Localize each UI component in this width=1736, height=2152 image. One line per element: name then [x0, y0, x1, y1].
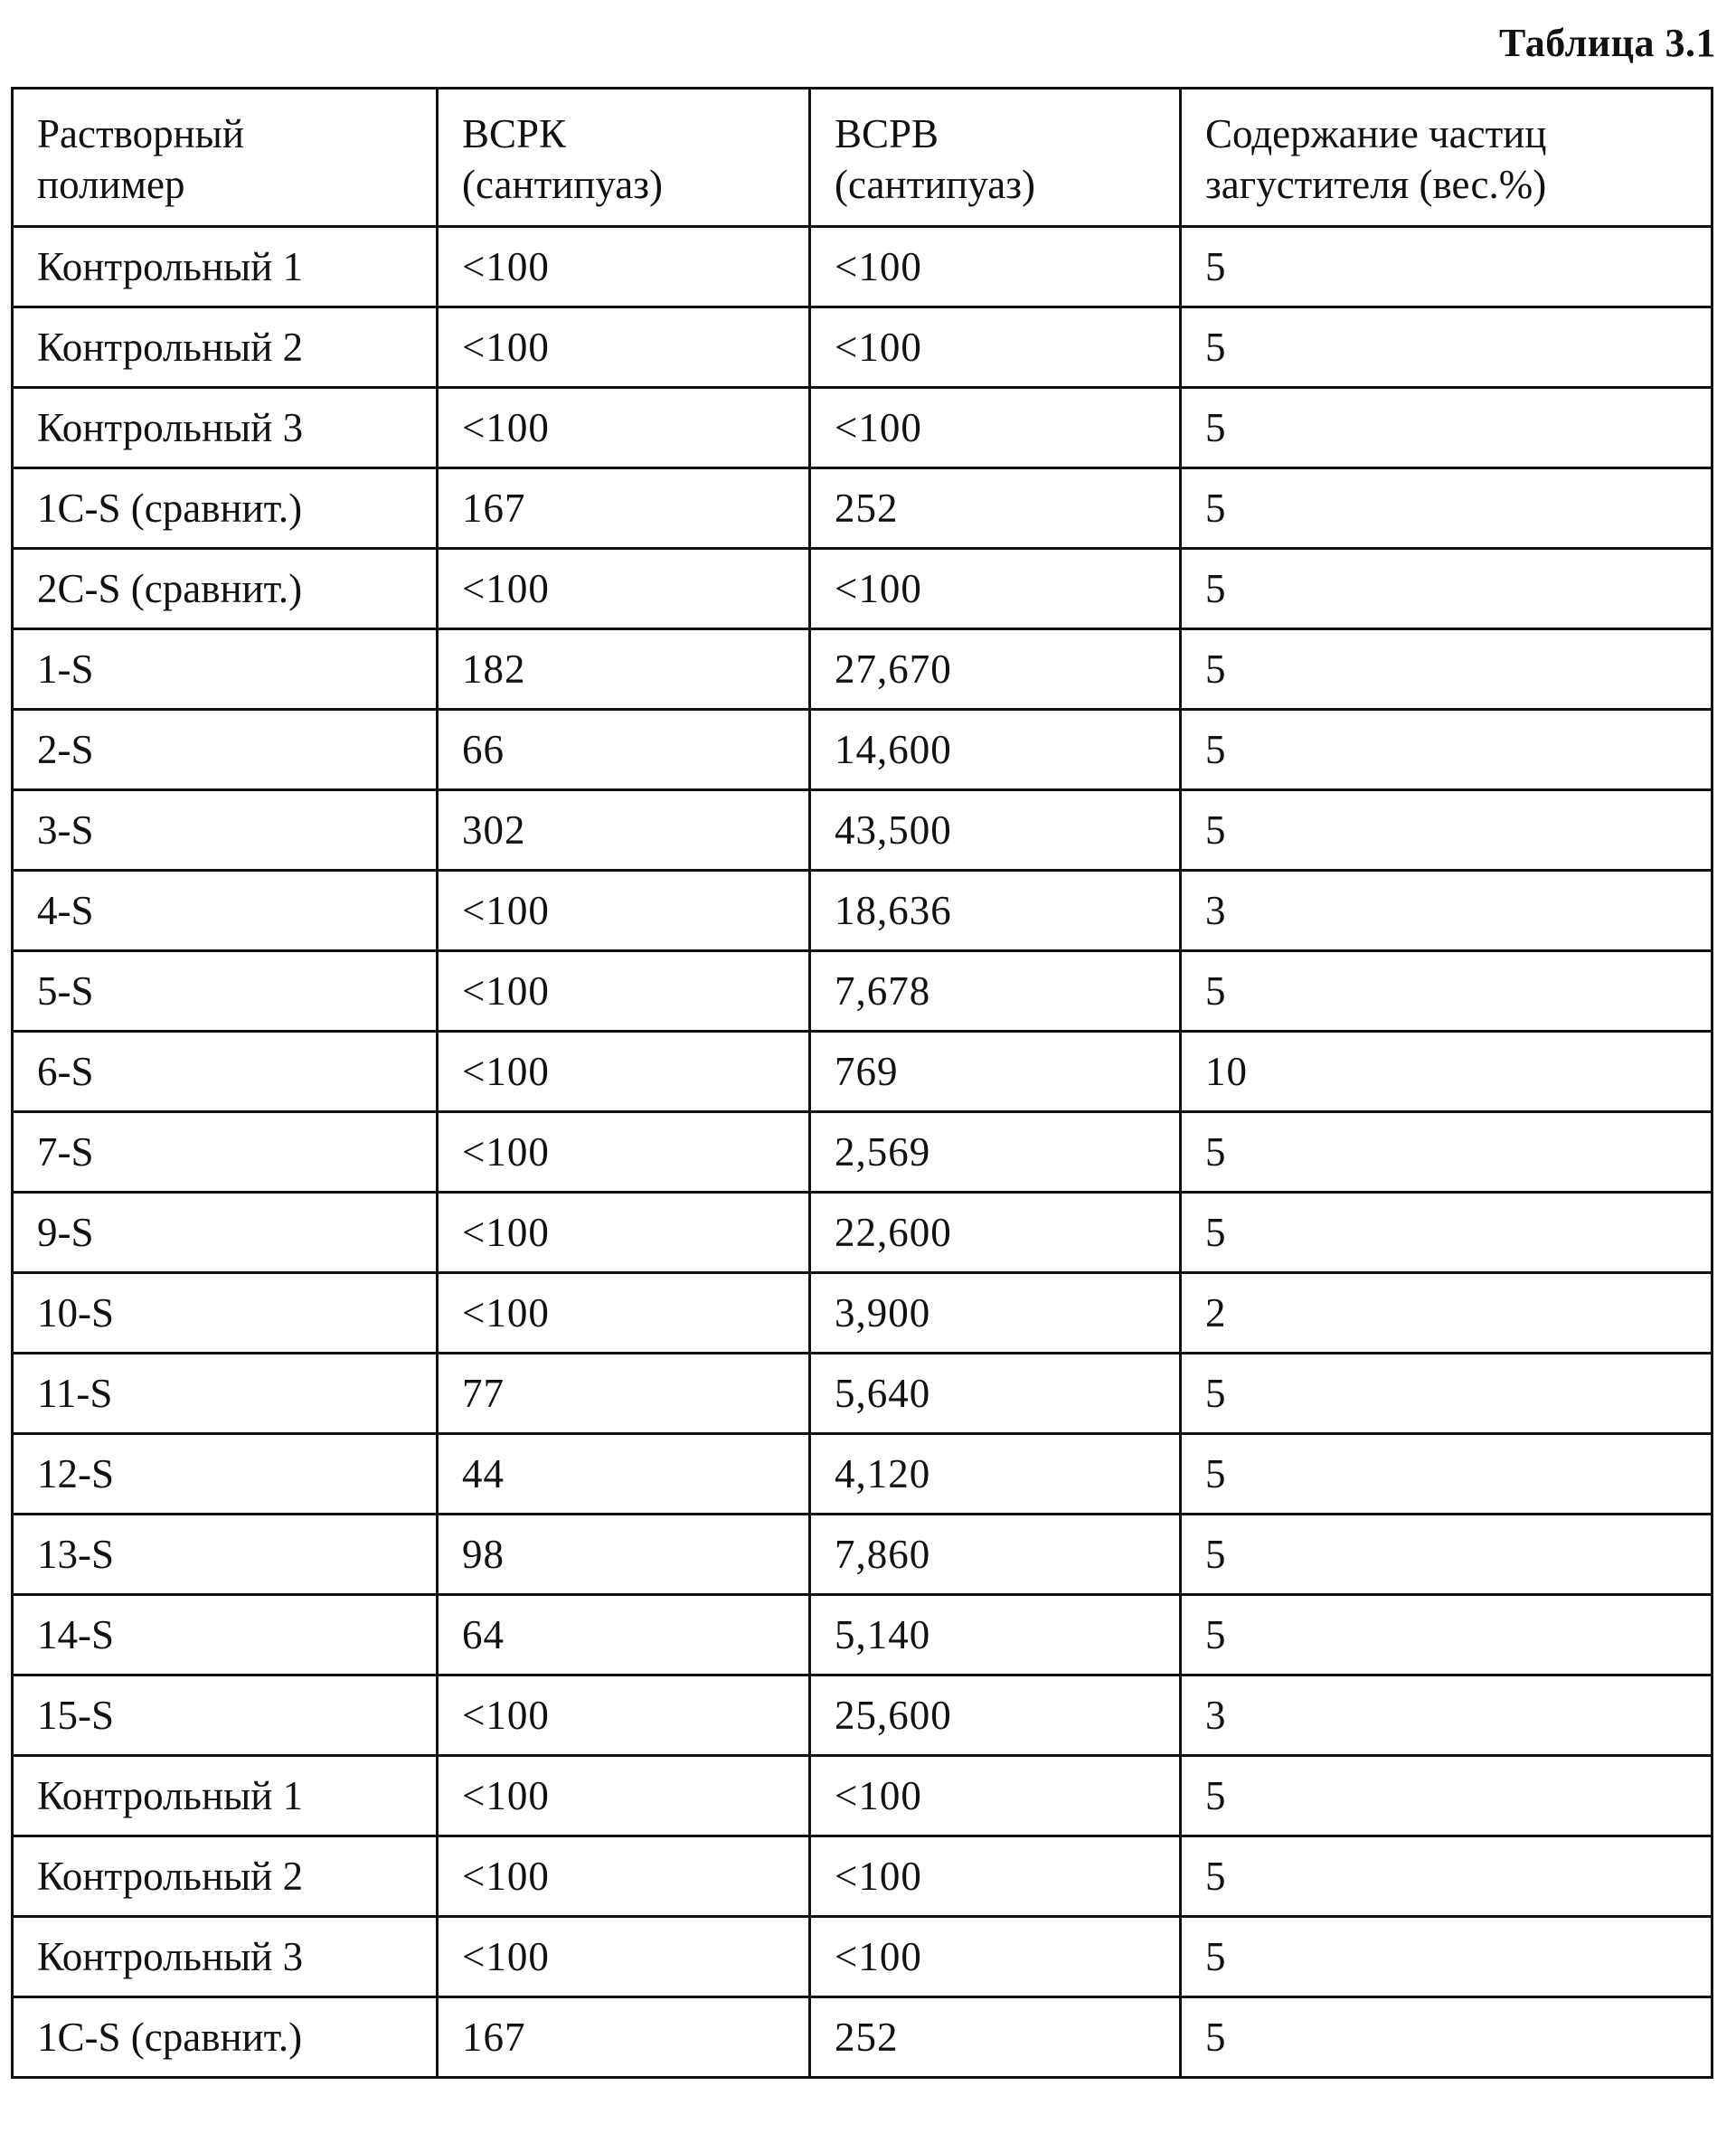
table-row — [13, 1032, 1712, 1112]
header-line: Содержание частиц — [1205, 111, 1546, 156]
header-line: (сантипуаз) — [462, 162, 663, 207]
cell-polymer: 6-S — [13, 1032, 438, 1112]
cell-vsrv: <100 — [810, 1917, 1181, 1997]
cell-vsrk: <100 — [438, 1836, 810, 1917]
cell-thickener: 5 — [1181, 468, 1712, 549]
header-line: (сантипуаз) — [835, 162, 1035, 207]
header-row — [13, 89, 1712, 227]
cell-vsrv: 769 — [810, 1032, 1181, 1112]
table-row — [13, 1756, 1712, 1836]
cell-polymer: 14-S — [13, 1595, 438, 1675]
header-line: ВСРВ — [835, 111, 939, 156]
table-row — [13, 388, 1712, 468]
cell-vsrv: 3,900 — [810, 1273, 1181, 1354]
cell-thickener: 3 — [1181, 1675, 1712, 1756]
cell-vsrv: 7,860 — [810, 1515, 1181, 1595]
cell-thickener: 2 — [1181, 1273, 1712, 1354]
table-row — [13, 549, 1712, 629]
cell-polymer: 13-S — [13, 1515, 438, 1595]
header-line: загустителя (вес.%) — [1205, 162, 1546, 207]
cell-polymer: 3-S — [13, 790, 438, 871]
table-row — [13, 468, 1712, 549]
table-row — [13, 1675, 1712, 1756]
cell-polymer: 1-S — [13, 629, 438, 710]
cell-vsrv: <100 — [810, 1836, 1181, 1917]
cell-thickener: 5 — [1181, 951, 1712, 1032]
cell-polymer: 2-S — [13, 710, 438, 790]
cell-vsrk: <100 — [438, 871, 810, 951]
cell-vsrk: 302 — [438, 790, 810, 871]
cell-vsrv: 7,678 — [810, 951, 1181, 1032]
cell-polymer: 7-S — [13, 1112, 438, 1193]
cell-vsrk: <100 — [438, 1917, 810, 1997]
cell-polymer: 12-S — [13, 1434, 438, 1515]
cell-vsrk: 66 — [438, 710, 810, 790]
header-polymer — [13, 89, 438, 227]
table-row — [13, 1997, 1712, 2078]
table-row — [13, 307, 1712, 388]
cell-vsrk: <100 — [438, 549, 810, 629]
cell-thickener: 5 — [1181, 710, 1712, 790]
cell-polymer: 1C-S (сравнит.) — [13, 1997, 438, 2078]
table-row — [13, 871, 1712, 951]
cell-vsrk: 64 — [438, 1595, 810, 1675]
table-row — [13, 951, 1712, 1032]
cell-vsrk: 44 — [438, 1434, 810, 1515]
table-row — [13, 1836, 1712, 1917]
cell-vsrv: 252 — [810, 468, 1181, 549]
cell-vsrk: <100 — [438, 1032, 810, 1112]
cell-polymer: 10-S — [13, 1273, 438, 1354]
cell-vsrv: 252 — [810, 1997, 1181, 2078]
header-line: ВСРК — [462, 111, 566, 156]
table-row — [13, 1193, 1712, 1273]
cell-vsrv: 43,500 — [810, 790, 1181, 871]
cell-vsrk: 77 — [438, 1354, 810, 1434]
cell-thickener: 5 — [1181, 1997, 1712, 2078]
cell-polymer: Контрольный 2 — [13, 307, 438, 388]
table-row — [13, 1354, 1712, 1434]
cell-thickener: 5 — [1181, 1193, 1712, 1273]
cell-polymer: 2C-S (сравнит.) — [13, 549, 438, 629]
table-row — [13, 1917, 1712, 1997]
table-row — [13, 1515, 1712, 1595]
cell-vsrk: 167 — [438, 1997, 810, 2078]
cell-thickener: 5 — [1181, 1354, 1712, 1434]
cell-vsrk: <100 — [438, 227, 810, 307]
cell-vsrv: <100 — [810, 227, 1181, 307]
header-line: Растворный — [37, 111, 244, 156]
cell-vsrk: 167 — [438, 468, 810, 549]
cell-thickener: 5 — [1181, 227, 1712, 307]
cell-thickener: 5 — [1181, 307, 1712, 388]
header-line: полимер — [37, 162, 184, 207]
cell-vsrk: <100 — [438, 388, 810, 468]
cell-thickener: 5 — [1181, 629, 1712, 710]
cell-vsrv: 18,636 — [810, 871, 1181, 951]
cell-vsrv: 5,140 — [810, 1595, 1181, 1675]
cell-vsrv: 14,600 — [810, 710, 1181, 790]
cell-vsrv: <100 — [810, 388, 1181, 468]
cell-thickener: 5 — [1181, 549, 1712, 629]
header-vsrk — [438, 89, 810, 227]
cell-thickener: 5 — [1181, 1515, 1712, 1595]
cell-polymer: 1C-S (сравнит.) — [13, 468, 438, 549]
cell-thickener: 5 — [1181, 1756, 1712, 1836]
cell-polymer: Контрольный 3 — [13, 388, 438, 468]
cell-vsrv: <100 — [810, 549, 1181, 629]
table-row — [13, 227, 1712, 307]
table-row — [13, 629, 1712, 710]
cell-vsrk: <100 — [438, 1193, 810, 1273]
cell-thickener: 10 — [1181, 1032, 1712, 1112]
table-row — [13, 710, 1712, 790]
cell-polymer: 9-S — [13, 1193, 438, 1273]
cell-thickener: 5 — [1181, 1917, 1712, 1997]
cell-polymer: Контрольный 1 — [13, 227, 438, 307]
cell-vsrk: <100 — [438, 1273, 810, 1354]
table-title: Таблица 3.1 — [1499, 20, 1716, 66]
cell-polymer: 15-S — [13, 1675, 438, 1756]
cell-vsrv: 4,120 — [810, 1434, 1181, 1515]
cell-thickener: 5 — [1181, 790, 1712, 871]
cell-vsrv: <100 — [810, 1756, 1181, 1836]
cell-vsrk: <100 — [438, 1756, 810, 1836]
cell-thickener: 5 — [1181, 1434, 1712, 1515]
table-row — [13, 1595, 1712, 1675]
cell-vsrk: <100 — [438, 1675, 810, 1756]
cell-vsrk: <100 — [438, 951, 810, 1032]
cell-polymer: 4-S — [13, 871, 438, 951]
cell-vsrk: 182 — [438, 629, 810, 710]
table-row — [13, 790, 1712, 871]
data-table — [11, 87, 1713, 2079]
cell-polymer: Контрольный 3 — [13, 1917, 438, 1997]
cell-vsrk: <100 — [438, 307, 810, 388]
cell-vsrv: 22,600 — [810, 1193, 1181, 1273]
table-row — [13, 1112, 1712, 1193]
cell-vsrk: 98 — [438, 1515, 810, 1595]
header-vsrv — [810, 89, 1181, 227]
cell-polymer: Контрольный 1 — [13, 1756, 438, 1836]
header-thickener-content — [1181, 89, 1712, 227]
cell-thickener: 5 — [1181, 1595, 1712, 1675]
cell-polymer: 11-S — [13, 1354, 438, 1434]
table-row — [13, 1434, 1712, 1515]
cell-polymer: 5-S — [13, 951, 438, 1032]
cell-thickener: 5 — [1181, 388, 1712, 468]
cell-vsrk: <100 — [438, 1112, 810, 1193]
cell-vsrv: 27,670 — [810, 629, 1181, 710]
table-row — [13, 1273, 1712, 1354]
cell-thickener: 3 — [1181, 871, 1712, 951]
cell-thickener: 5 — [1181, 1836, 1712, 1917]
cell-polymer: Контрольный 2 — [13, 1836, 438, 1917]
cell-thickener: 5 — [1181, 1112, 1712, 1193]
cell-vsrv: 5,640 — [810, 1354, 1181, 1434]
table-body — [13, 227, 1712, 2078]
cell-vsrv: <100 — [810, 307, 1181, 388]
cell-vsrv: 2,569 — [810, 1112, 1181, 1193]
cell-vsrv: 25,600 — [810, 1675, 1181, 1756]
